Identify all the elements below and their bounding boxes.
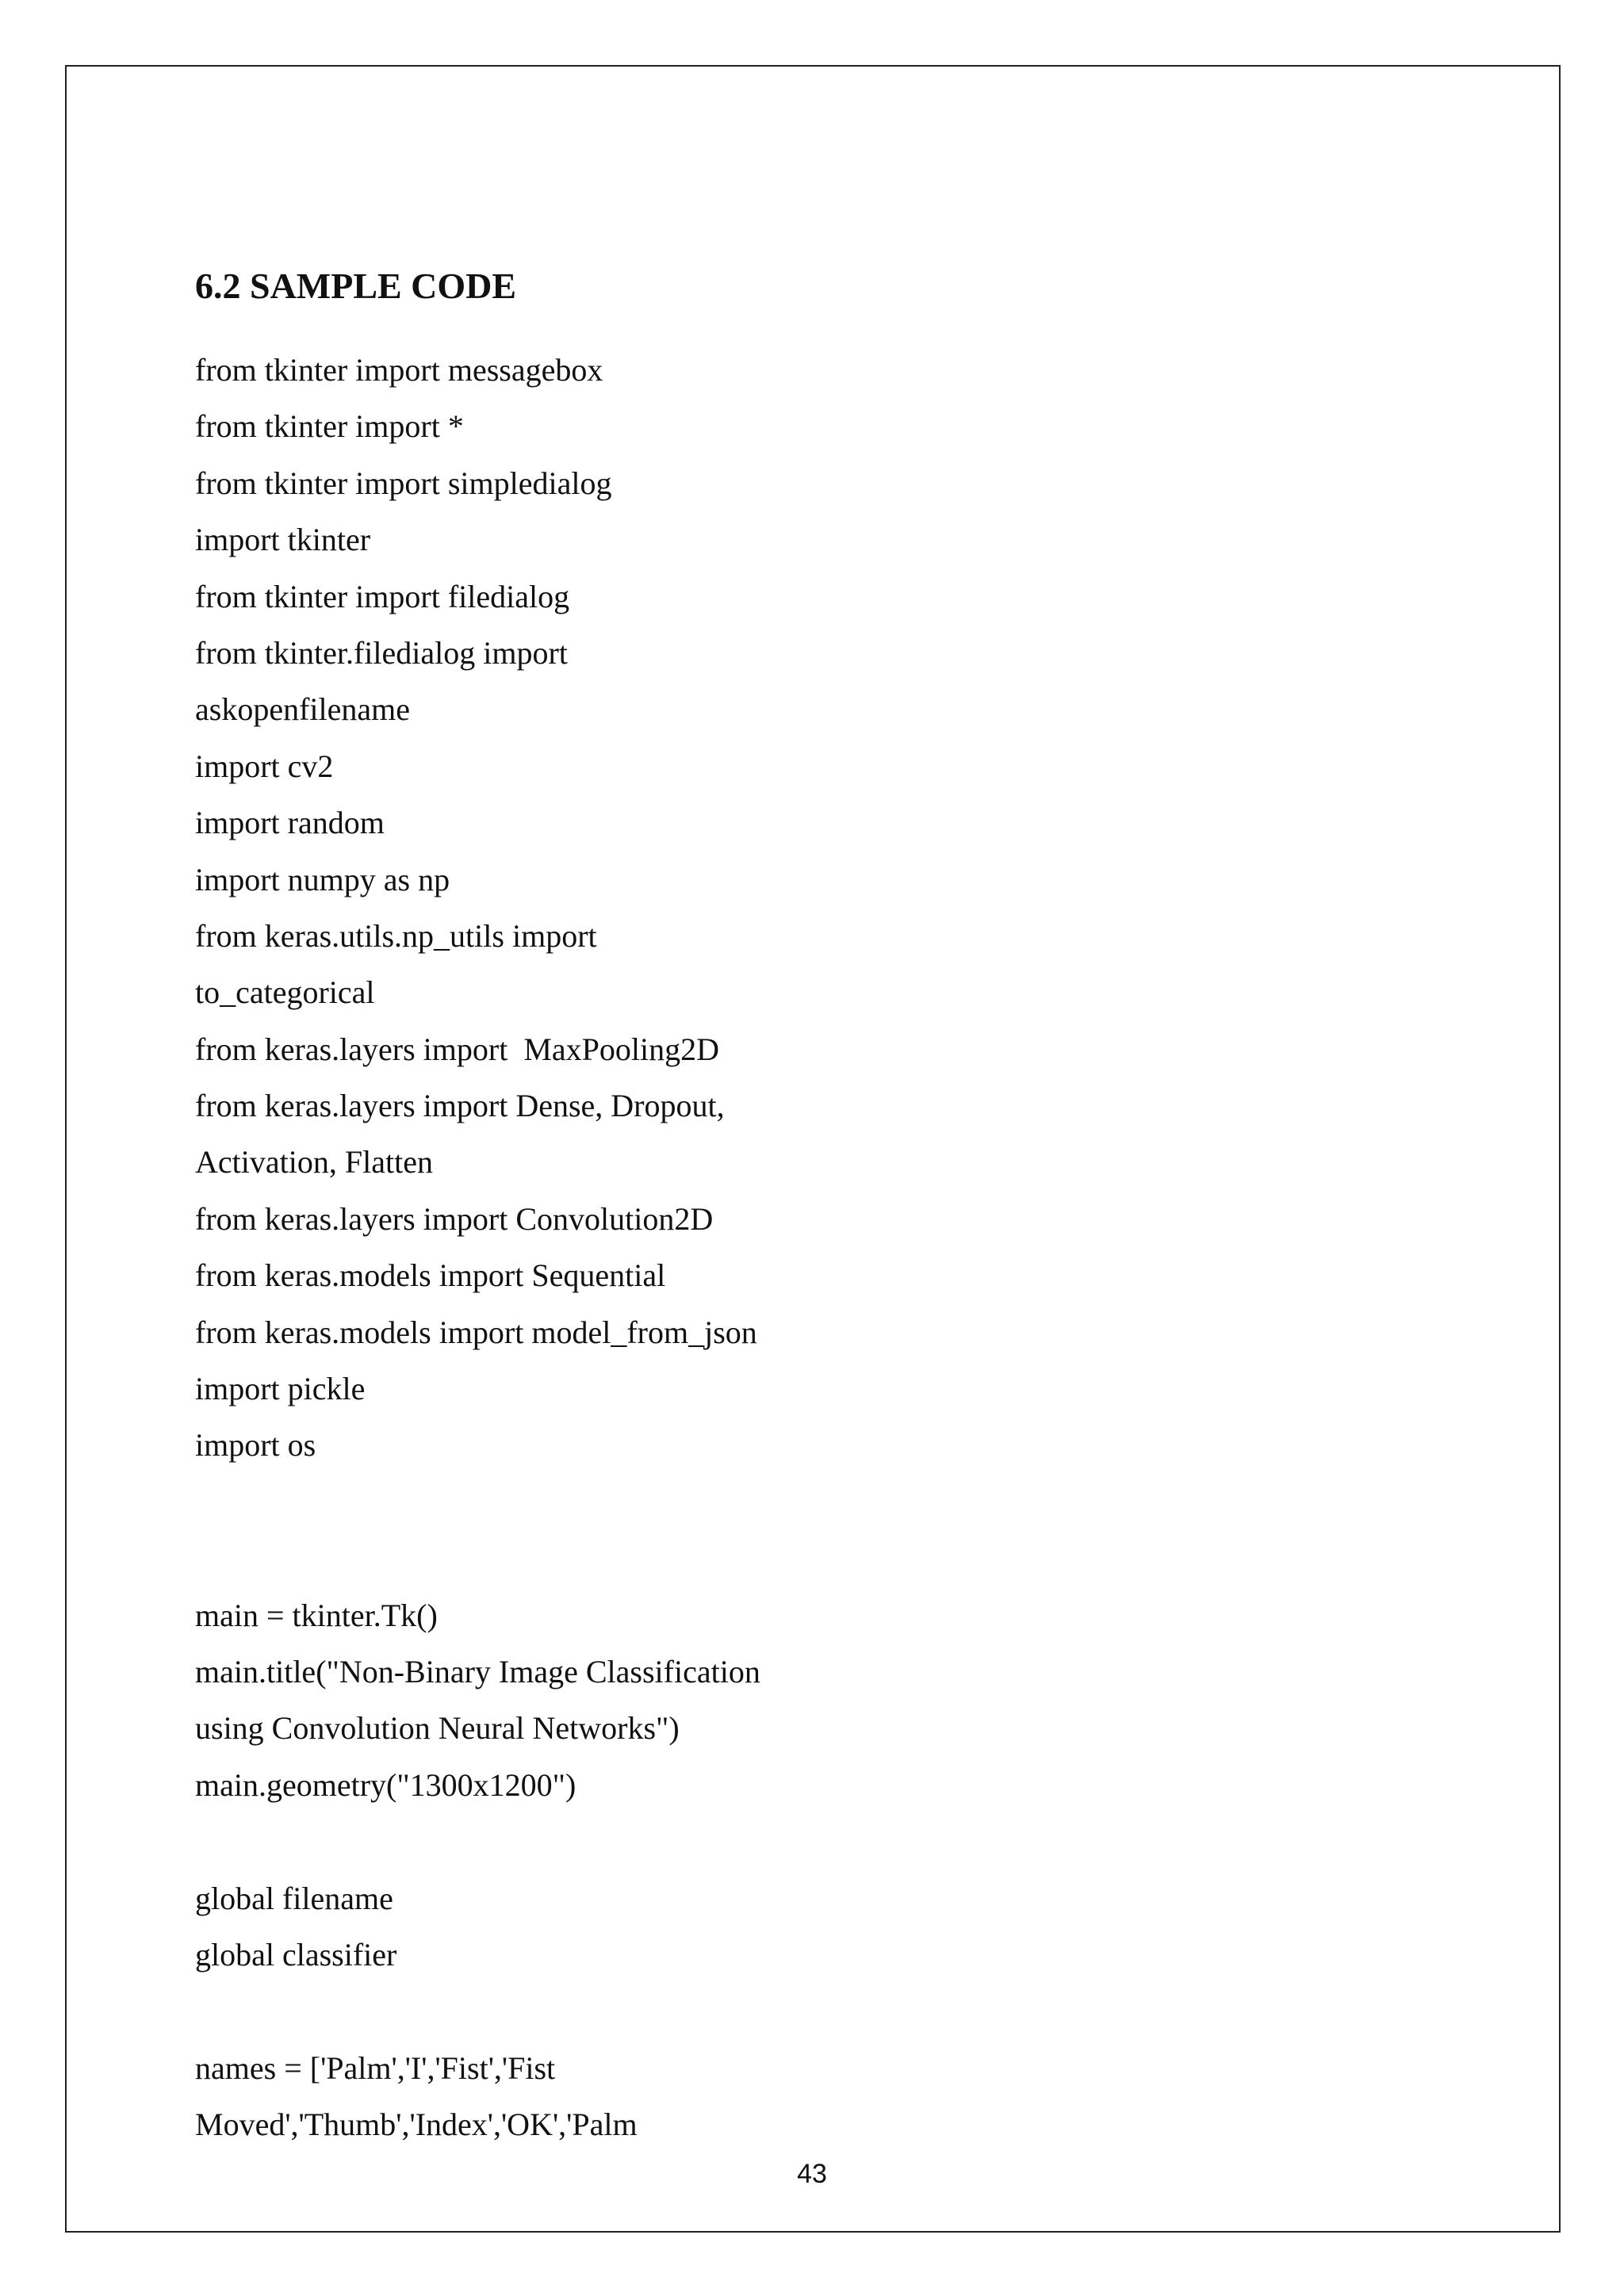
code-line: import tkinter: [195, 522, 371, 558]
blank-line: [195, 1478, 1464, 1534]
code-line: main.geometry("1300x1200"): [195, 1766, 576, 1803]
code-line: import numpy as np: [195, 861, 450, 897]
code-line: from tkinter import simpledialog: [195, 465, 612, 501]
code-line: main.title("Non-Binary Image Classification: [195, 1653, 760, 1689]
code-line: from keras.models import model_from_json: [195, 1314, 757, 1350]
code-line: import cv2: [195, 748, 334, 784]
blank-line: [195, 1987, 1464, 2043]
code-line: global classifier: [195, 1936, 397, 1973]
page-number: 43: [797, 2159, 827, 2189]
blank-line: [195, 1817, 1464, 1873]
section-heading: 6.2 SAMPLE CODE: [195, 266, 517, 306]
code-line: from keras.models import Sequential: [195, 1257, 666, 1294]
code-line: from tkinter.filedialog import: [195, 634, 568, 671]
code-line: global filename: [195, 1880, 393, 1916]
code-line: import os: [195, 1427, 316, 1464]
code-line: using Convolution Neural Networks"): [195, 1710, 680, 1747]
code-line: import random: [195, 805, 385, 841]
code-line: to_categorical: [195, 974, 375, 1011]
code-line: Moved','Thumb','Index','OK','Palm: [195, 2107, 638, 2143]
code-line: from tkinter import *: [195, 408, 464, 445]
code-line: from keras.utils.np_utils import: [195, 917, 597, 954]
code-line: from tkinter import filedialog: [195, 578, 570, 614]
code-line: from keras.layers import Dense, Dropout,: [195, 1088, 725, 1124]
code-line: names = ['Palm','I','Fist','Fist: [195, 2049, 556, 2086]
code-line: import pickle: [195, 1371, 366, 1407]
code-line: from keras.layers import MaxPooling2D: [195, 1031, 719, 1067]
code-listing: [195, 346, 1464, 2157]
code-line: from tkinter import messagebox: [195, 352, 603, 388]
code-line: from keras.layers import Convolution2D: [195, 1200, 714, 1237]
code-line: askopenfilename: [195, 691, 410, 728]
code-line: Activation, Flatten: [195, 1144, 433, 1181]
blank-line: [195, 1534, 1464, 1590]
code-line: main = tkinter.Tk(): [195, 1597, 438, 1633]
